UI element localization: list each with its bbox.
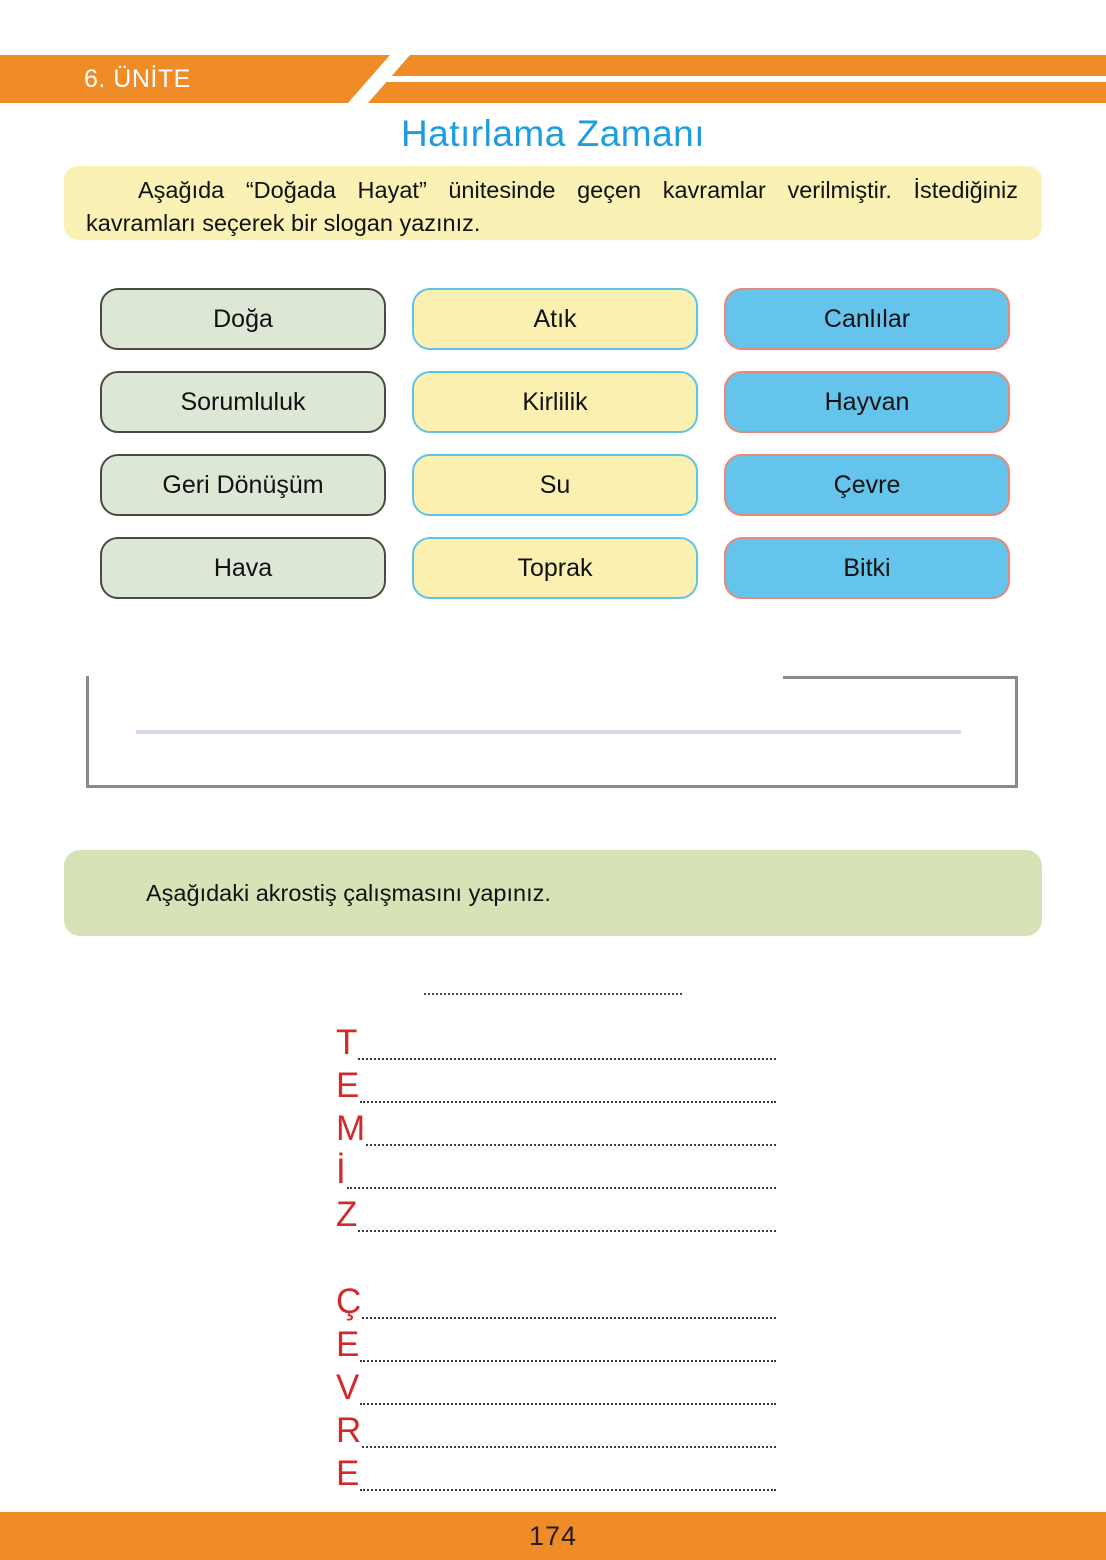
word-row xyxy=(100,537,1010,599)
page-number: 174 xyxy=(528,1520,578,1551)
acrostic-letter: Z xyxy=(336,1195,358,1234)
word-box-yellow[interactable]: Su xyxy=(412,454,698,516)
acrostic-write-line[interactable] xyxy=(347,1157,776,1189)
acrostic-block-cevre xyxy=(336,1276,776,1491)
acrostic-write-line[interactable] xyxy=(360,1330,776,1362)
acrostic-section xyxy=(0,975,1106,1491)
acrostic-line xyxy=(336,1146,776,1189)
word-box-green[interactable]: Hava xyxy=(100,537,386,599)
acrostic-letter: E xyxy=(336,1454,360,1493)
acrostic-letter: V xyxy=(336,1368,360,1407)
slogan-writing-line xyxy=(136,730,961,734)
word-box-blue[interactable]: Hayvan xyxy=(724,371,1010,433)
acrostic-letter: Ç xyxy=(336,1282,362,1321)
acrostic-line xyxy=(336,1189,776,1232)
slogan-box-border-right xyxy=(1015,677,1018,788)
acrostic-line xyxy=(336,1405,776,1448)
acrostic-letter: T xyxy=(336,1023,358,1062)
acrostic-letter: E xyxy=(336,1325,360,1364)
instruction-box-acrostic xyxy=(64,850,1042,936)
acrostic-line xyxy=(336,1060,776,1103)
instruction-line-2: İstediğiniz kavramları seçerek bir slogan yazınız. xyxy=(86,177,1018,236)
acrostic-letter: E xyxy=(336,1066,360,1105)
acrostic-letter: R xyxy=(336,1411,362,1450)
acrostic-letter: M xyxy=(336,1109,366,1148)
acrostic-write-line[interactable] xyxy=(360,1373,776,1405)
page-footer xyxy=(0,1512,1106,1560)
word-row xyxy=(100,288,1010,350)
unit-label: 6. ÜNİTE xyxy=(84,65,191,93)
instruction-text-acrostic: Aşağıdaki akrostiş çalışmasını yapınız. xyxy=(146,879,551,906)
slogan-box-border-top xyxy=(783,676,1018,679)
slogan-answer-box[interactable] xyxy=(86,676,1018,788)
acrostic-write-line[interactable] xyxy=(362,1416,776,1448)
acrostic-line xyxy=(336,1362,776,1405)
header-left-band xyxy=(0,55,390,103)
instruction-line-1: Aşağıda “Doğada Hayat” ünitesinde geçen kavramlar verilmiştir. xyxy=(138,177,892,203)
acrostic-letter: İ xyxy=(336,1152,346,1191)
acrostic-write-line[interactable] xyxy=(360,1459,776,1491)
instruction-text-slogan xyxy=(86,174,1018,240)
word-box-blue[interactable]: Bitki xyxy=(724,537,1010,599)
word-box-green[interactable]: Geri Dönüşüm xyxy=(100,454,386,516)
acrostic-line xyxy=(336,1448,776,1491)
word-box-green[interactable]: Doğa xyxy=(100,288,386,350)
word-row xyxy=(100,371,1010,433)
word-box-blue[interactable]: Çevre xyxy=(724,454,1010,516)
acrostic-write-line[interactable] xyxy=(366,1114,776,1146)
slogan-box-border-bottom xyxy=(86,785,1018,788)
acrostic-write-line[interactable] xyxy=(360,1071,776,1103)
page-title: Hatırlama Zamanı xyxy=(400,113,706,154)
acrostic-title-line[interactable] xyxy=(424,975,682,995)
acrostic-block-temiz xyxy=(336,1017,776,1232)
acrostic-line xyxy=(336,1103,776,1146)
concept-word-grid xyxy=(100,288,1010,620)
acrostic-line xyxy=(336,1319,776,1362)
slogan-box-border-left xyxy=(86,676,89,788)
page-header xyxy=(0,55,1106,103)
word-box-green[interactable]: Sorumluluk xyxy=(100,371,386,433)
word-row xyxy=(100,454,1010,516)
header-divider-rule xyxy=(385,76,1106,82)
acrostic-write-line[interactable] xyxy=(358,1200,776,1232)
word-box-yellow[interactable]: Kirlilik xyxy=(412,371,698,433)
word-box-blue[interactable]: Canlılar xyxy=(724,288,1010,350)
acrostic-write-line[interactable] xyxy=(362,1287,776,1319)
acrostic-line xyxy=(336,1276,776,1319)
acrostic-write-line[interactable] xyxy=(358,1028,776,1060)
word-box-yellow[interactable]: Atık xyxy=(412,288,698,350)
instruction-box-slogan xyxy=(64,166,1042,240)
acrostic-line xyxy=(336,1017,776,1060)
word-box-yellow[interactable]: Toprak xyxy=(412,537,698,599)
